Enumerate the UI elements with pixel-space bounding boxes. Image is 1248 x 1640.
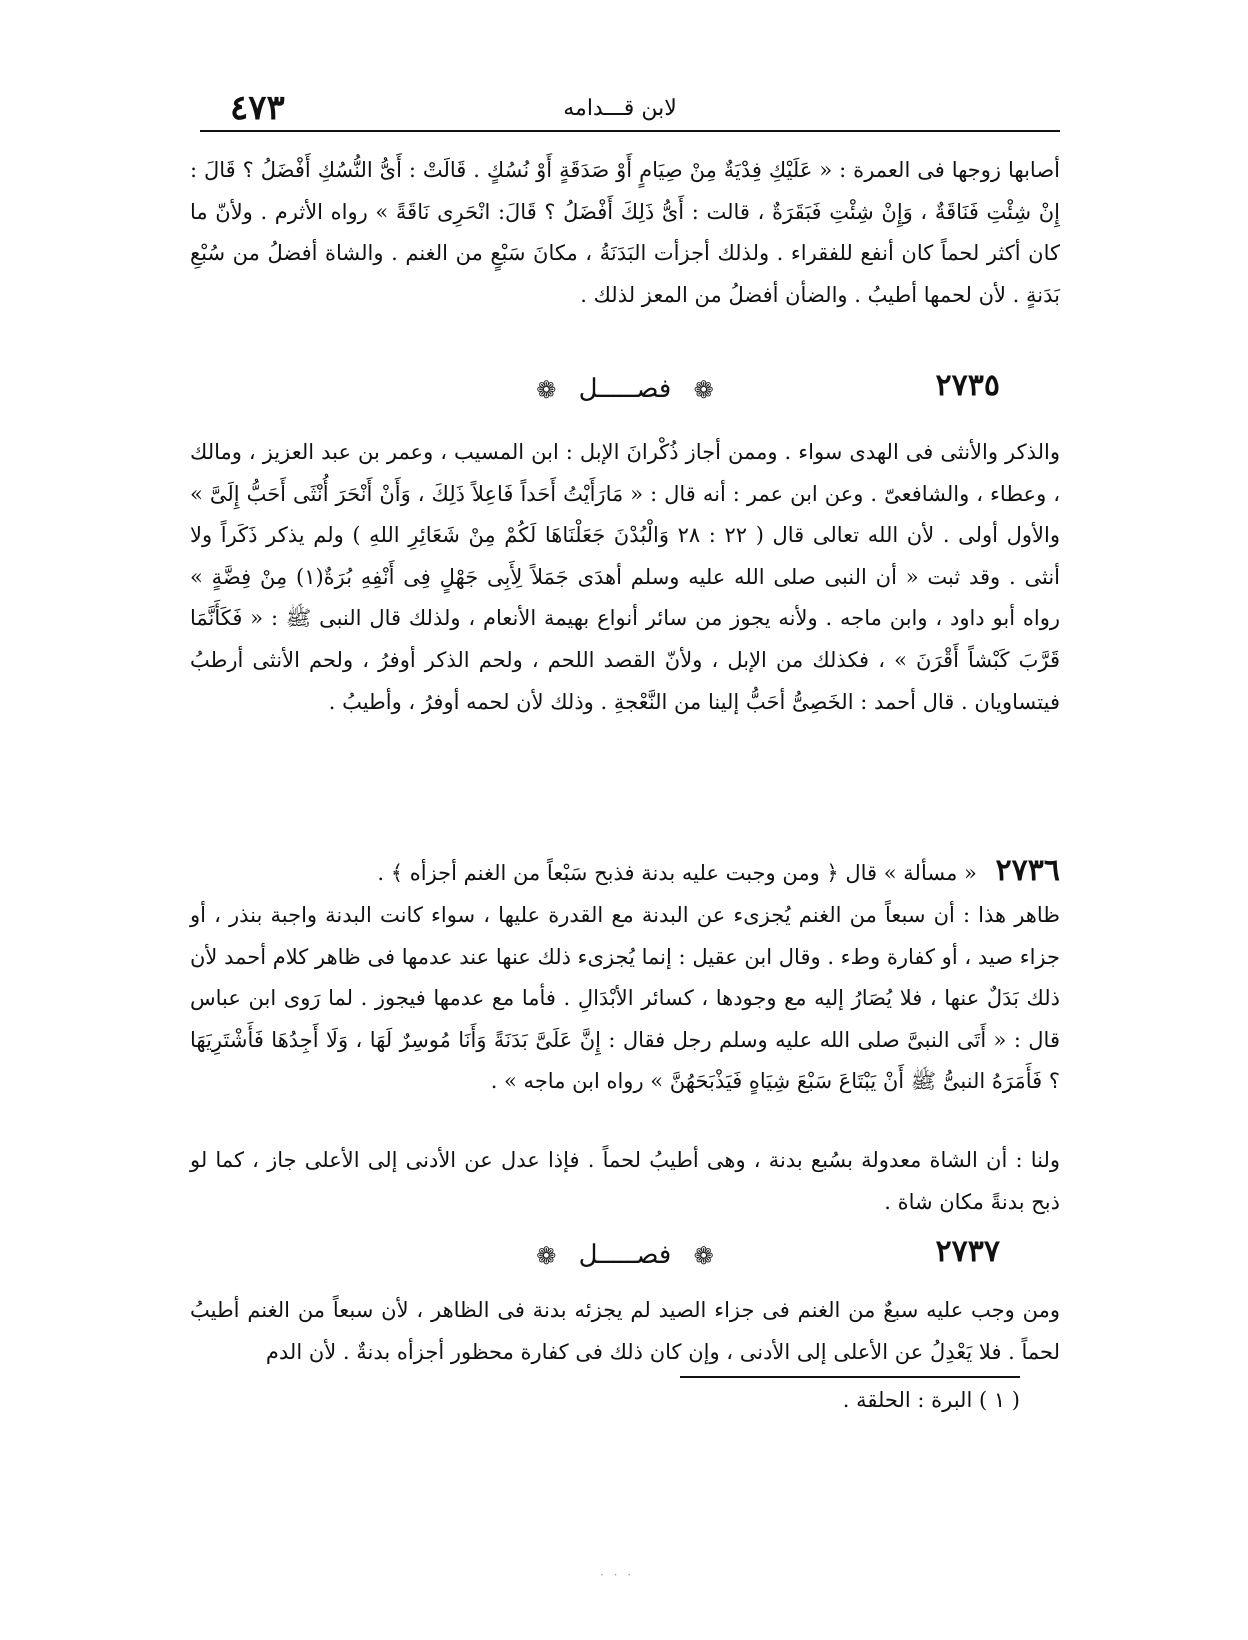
page-header [200, 88, 1040, 128]
scan-mark: · · · [600, 1568, 635, 1582]
masala-number: ٢٧٣٦ [995, 853, 1060, 888]
section-number: ٢٧٣٧ [935, 1234, 1000, 1269]
paragraph-opening: أصابها زوجها فى العمرة : « عَلَيْكِ فِدْيَةٌ مِنْ صِيَامٍ أَوْ صَدَقَةٍ أَوْ نُسُكٍ . قَالَتْ : أَىُّ النُّسُكِ أَفْضَلُ ؟ قَالَ : إِنْ شِئْتِ فَنَاقَةٌ ، وَإِنْ شِئْتِ فَبَقَرَةٌ ، قالت : أَىُّ ذَلِكَ أَفْضَلُ ؟ قَالَ: انْحَرِى نَاقَةً » رواه الأثرم . ولأنّ ما كان أكثر لحماً كان أنفع للفقراء . ولذلك أجزأت البَدَنَةُ ، مكانَ سَبْعٍ من الغنم . والشاة أفضلُ من سُبْعِ بَدَنةٍ . لأن لحمها أطيبُ . والضأن أفضلُ من المعز لذلك . [190, 158, 1060, 307]
page-number: ٤٧٣ [230, 88, 285, 128]
masala-2736-text: ظاهر هذا : أن سبعاً من الغنم يُجزىء عن البدنة مع القدرة عليها ، سواء كانت البدنة واجبة بنذر ، أو جزاء صيد ، أو كفارة وطء . وقال ابن عقيل : إنما يُجزىء ذلك عنها عند عدمها فى ظاهر كلام أحمد لأن ذلك بَدَلٌ عنها ، فلا يُصَارُ إليه مع وجودها ، كسائر الأبْدَالِ . فأما مع عدمها فيجوز . لما رَوى ابن عباس قال : « أَتَى النبىَّ صلى الله عليه وسلم رجل فقال : إِنَّ عَلَىَّ بَدَنَةً وَأَنَا مُوسِرٌ لَهَا ، وَلَا أَجِدُهَا فَأَشْتَرِيَهَا ؟ فَأَمَرَهُ النبىُّ ﷺ أَنْ يَبْتَاعَ سَبْعَ شِيَاهٍ فَيَذْبَحَهُنَّ » رواه ابن ماجه » . [190, 903, 1060, 1094]
ornament-icon: ❁ [536, 1242, 557, 1270]
section-number: ٢٧٣٥ [935, 368, 1000, 403]
section-heading-2735 [190, 368, 1060, 418]
ornament-icon: ❁ [536, 376, 557, 404]
masala-heading-text: « مسألة » قال ﴿ ومن وجبت عليه بدنة فذبح سَبْعاً من الغنم أجزأه ﴾ . [377, 861, 977, 885]
header-rule [200, 130, 1060, 132]
ornament-icon: ❁ [693, 376, 714, 404]
section-title: فصـــــل [578, 1240, 672, 1270]
footnote-rule [680, 1376, 1020, 1378]
section-2735-text: والذكر والأنثى فى الهدى سواء . وممن أجاز ذُكْرانَ الإبل : ابن المسيب ، وعمر بن عبد العزيز ، ومالك ، وعطاء ، والشافعىّ . وعن ابن عمر : أنه قال : « مَارَأَيْتُ أَحَداً فَاعِلاً ذَلِكَ ، وَأَنْ أَنْحَرَ أُنْثَى أَحَبُّ إِلَىَّ » والأول أولى . لأن الله تعالى قال ( ٢٢ : ٢٨ وَالْبُدْنَ جَعَلْنَاهَا لَكُمْ مِنْ شَعَائِرِ اللهِ ) ولم يذكر ذَكَراً ولا أنثى . وقد ثبت « أن النبى صلى الله عليه وسلم أهدَى جَمَلاً لِأَبِى جَهْلٍ فِى أَنْفِهِ بُرَةٌ(١) مِنْ فِضَّةٍ » رواه أبو داود ، وابن ماجه . ولأنه يجوز من سائر أنواع بهيمة الأنعام ، ولذلك قال النبى ﷺ : « فَكَأَنَّمَا قَرَّبَ كَبْشاً أَقْرَنَ » ، فكذلك من الإبل ، ولأنّ القصد اللحم ، ولحم الذكر أوفرُ ، ولحم الأنثى أرطبُ فيتساويان . قال أحمد : الخَصِىُّ أحَبُّ إلينا من النَّعْجةِ . وذلك لأن لحمه أوفرُ ، وأطيبُ . [190, 440, 1060, 714]
masala-2736-text-2: ولنا : أن الشاة معدولة بسُبع بدنة ، وهى أطيبُ لحماً . فإذا عدل عن الأدنى إلى الأعلى جاز ، كما لو ذبح بدنةً مكان شاة . [190, 1148, 1060, 1214]
ornament-icon: ❁ [693, 1242, 714, 1270]
running-title: لابن قـــدامه [563, 96, 677, 121]
section-heading-2737 [190, 1234, 1060, 1284]
section-2737-text: ومن وجب عليه سبعٌ من الغنم فى جزاء الصيد لم يجزئه بدنة فى الظاهر ، لأن سبعاً من الغنم أطيبُ لحماً . فلا يَعْدِلُ عن الأعلى إلى الأدنى ، وإن كان ذلك فى كفارة محظور أجزأه بدنةٌ . لأن الدم [190, 1298, 1060, 1364]
section-title: فصـــــل [578, 374, 672, 404]
footnote: ( ١ ) البرة : الحلقة . [842, 1388, 1020, 1412]
masala-2736-heading [190, 850, 1060, 895]
